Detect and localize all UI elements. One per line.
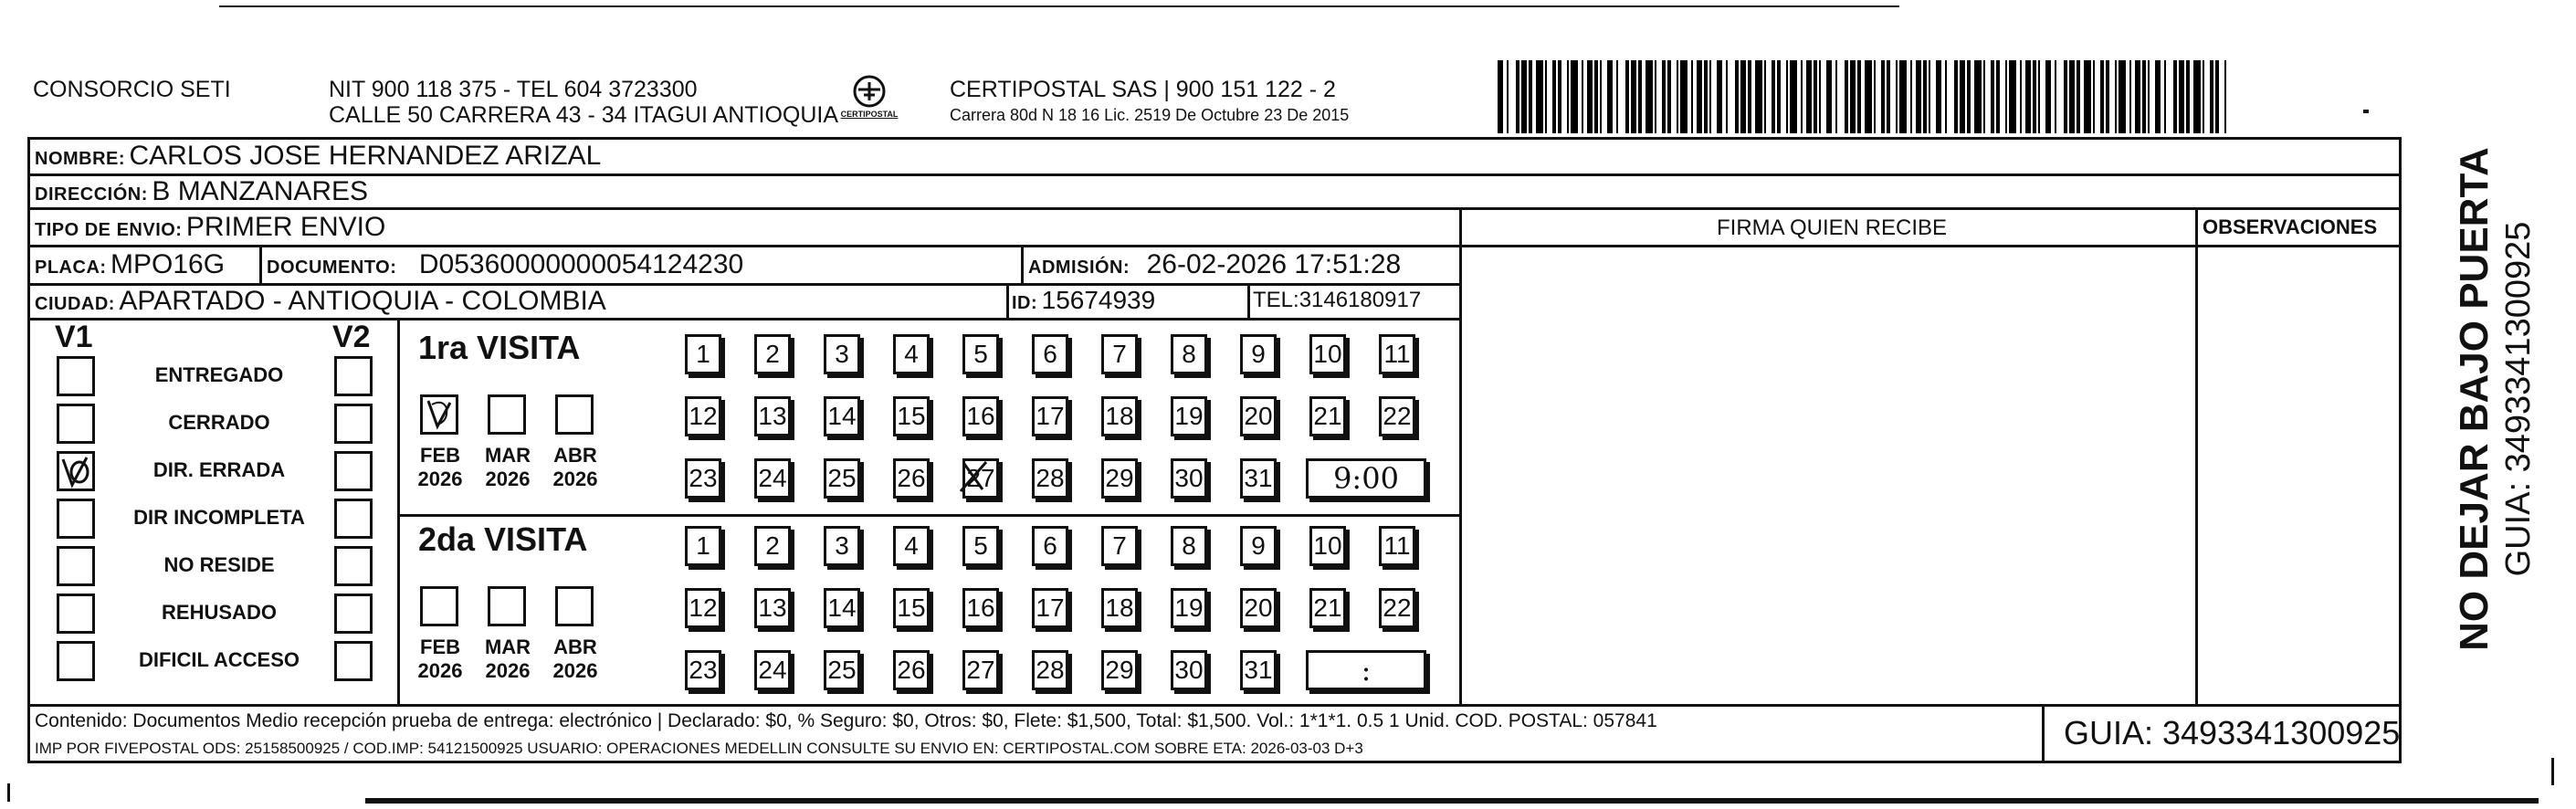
tipo-field: [35, 212, 385, 243]
day-box[interactable]: 19: [1171, 396, 1207, 436]
month-checkbox[interactable]: [555, 394, 594, 435]
v1-checkbox[interactable]: [57, 451, 95, 491]
month-checkbox[interactable]: [555, 586, 594, 626]
nit-line: NIT 900 118 375 - TEL 604 3723300: [329, 77, 698, 102]
month-label: [480, 444, 535, 491]
day-box[interactable]: 28: [1032, 458, 1068, 499]
day-box[interactable]: 27: [962, 458, 999, 499]
day-box[interactable]: 8: [1171, 526, 1207, 566]
nombre-value: CARLOS JOSE HERNANDEZ ARIZAL: [129, 141, 602, 171]
day-box[interactable]: 20: [1240, 396, 1277, 436]
scan-mark: [2546, 758, 2554, 785]
day-box[interactable]: 14: [824, 396, 860, 436]
day-box[interactable]: 7: [1101, 526, 1138, 566]
footer-guia: GUIA: 3493341300925: [2064, 714, 2401, 751]
documento-value: D05360000000054124230: [418, 249, 744, 279]
month-label: [548, 636, 603, 683]
col-line: [1247, 283, 1250, 318]
nombre-label: NOMBRE:: [35, 149, 126, 169]
ciudad-value: APARTADO - ANTIOQUIA - COLOMBIA: [119, 286, 606, 316]
day-box[interactable]: 16: [962, 588, 999, 628]
tel-field: [1253, 288, 1421, 313]
day-box[interactable]: 9: [1240, 334, 1277, 374]
v1-checkbox[interactable]: [57, 499, 95, 539]
placa-field: [35, 249, 225, 280]
row-line: [27, 173, 2402, 176]
v2-checkbox[interactable]: [334, 499, 373, 539]
day-box[interactable]: 24: [754, 650, 791, 690]
status-reason-label: DIR. ERRADA: [152, 458, 286, 481]
month-name: FEB: [420, 636, 460, 658]
day-box[interactable]: 13: [754, 396, 791, 436]
firma-header-line: [1459, 245, 2402, 247]
day-box[interactable]: 11: [1379, 526, 1415, 566]
day-box[interactable]: 12: [685, 396, 721, 436]
footer-contenido: Contenido: Documentos Medio recepción prueba de entrega: electrónico | Declarado: $0, % Seguro: $0, Otros: $0, Flete: $1,500, Total: $1,500. Vol.: 1*1*1. 0.5 1 Unid. COD. POSTAL: 057841: [35, 710, 1657, 731]
month-year: 2026: [485, 468, 531, 490]
id-label: ID:: [1012, 293, 1038, 313]
placa-label: PLACA:: [35, 257, 107, 278]
v2-checkbox[interactable]: [334, 594, 373, 634]
side-text: [2411, 137, 2538, 667]
day-box[interactable]: 24: [754, 458, 791, 499]
day-box[interactable]: 29: [1101, 650, 1138, 690]
month-year: 2026: [485, 659, 531, 682]
day-box[interactable]: 17: [1032, 396, 1068, 436]
month-year: 2026: [417, 468, 463, 490]
day-box[interactable]: 6: [1032, 334, 1068, 374]
day-box[interactable]: 5: [962, 526, 999, 566]
tipo-label: TIPO DE ENVIO:: [35, 220, 183, 240]
day-box[interactable]: 18: [1101, 396, 1138, 436]
time-box[interactable]: 9:00: [1306, 458, 1426, 499]
day-box[interactable]: 30: [1171, 650, 1207, 690]
day-box[interactable]: 10: [1309, 526, 1346, 566]
documento-field: [267, 249, 743, 280]
v1-checkbox[interactable]: [57, 641, 95, 681]
v1-checkbox[interactable]: [57, 594, 95, 634]
day-box[interactable]: 4: [893, 334, 930, 374]
month-name: MAR: [484, 636, 531, 658]
day-box[interactable]: 21: [1309, 588, 1346, 628]
col-line: [1021, 245, 1024, 283]
day-box[interactable]: 3: [824, 526, 860, 566]
col-line: [397, 318, 400, 704]
day-box[interactable]: 9: [1240, 526, 1277, 566]
day-box[interactable]: 19: [1171, 588, 1207, 628]
day-box[interactable]: 29: [1101, 458, 1138, 499]
placa-value: MPO16G: [110, 249, 226, 279]
day-box[interactable]: 23: [685, 458, 721, 499]
tel-value: 3146180917: [1299, 288, 1422, 312]
day-box[interactable]: 22: [1379, 396, 1415, 436]
license-line: Carrera 80d N 18 16 Lic. 2519 De Octubre 23 De 2015: [950, 106, 1350, 124]
v1-label: V1: [55, 320, 93, 354]
address-line: CALLE 50 CARRERA 43 - 34 ITAGUI ANTIOQUIA: [329, 102, 839, 128]
ciudad-label: CIUDAD:: [35, 294, 115, 314]
status-reason-label: DIFICIL ACCESO: [138, 648, 300, 671]
day-box[interactable]: 25: [824, 650, 860, 690]
day-box[interactable]: 17: [1032, 588, 1068, 628]
day-box[interactable]: 23: [685, 650, 721, 690]
month-checkbox[interactable]: [488, 586, 526, 626]
v2-checkbox[interactable]: [334, 356, 373, 396]
month-checkbox[interactable]: [420, 394, 458, 435]
col-line: [1006, 283, 1009, 318]
day-box[interactable]: 1: [685, 334, 721, 374]
month-label: [548, 444, 603, 491]
logo-text: CERTIPOSTAL: [840, 110, 899, 119]
day-box[interactable]: 31: [1240, 650, 1277, 690]
nombre-field: [35, 141, 601, 172]
day-box[interactable]: 26: [893, 650, 930, 690]
month-name: MAR: [484, 444, 531, 467]
month-year: 2026: [552, 659, 598, 682]
top-rule: [219, 5, 1899, 7]
v1-checkbox[interactable]: [57, 356, 95, 396]
day-box[interactable]: 18: [1101, 588, 1138, 628]
day-box[interactable]: 16: [962, 396, 999, 436]
month-label: [413, 636, 468, 683]
month-label: [480, 636, 535, 683]
col-line: [259, 245, 262, 283]
observaciones-header: OBSERVACIONES: [2203, 215, 2378, 238]
row-line: [27, 245, 1461, 247]
footer-imp: IMP POR FIVEPOSTAL ODS: 25158500925 / COD.IMP: 54121500925 USUARIO: OPERACIONES MEDELLIN CONSULTE SU ENVIO EN: CERTIPOSTAL.COM SOBRE ETA: 2026-03-03 D+3: [35, 740, 1363, 757]
month-name: FEB: [420, 444, 460, 467]
bottom-rule: [365, 798, 2539, 804]
tipo-value: PRIMER ENVIO: [185, 212, 386, 242]
day-box[interactable]: 22: [1379, 588, 1415, 628]
month-checkbox[interactable]: [488, 394, 526, 435]
month-name: ABR: [553, 444, 597, 467]
month-name: ABR: [553, 636, 597, 658]
day-box[interactable]: 20: [1240, 588, 1277, 628]
day-box[interactable]: 27: [962, 650, 999, 690]
v2-checkbox[interactable]: [334, 641, 373, 681]
day-box[interactable]: 11: [1379, 334, 1415, 374]
day-box[interactable]: 30: [1171, 458, 1207, 499]
row-line: [27, 207, 2402, 210]
footer-line: [27, 704, 2402, 707]
status-reason-label: ENTREGADO: [154, 363, 284, 386]
admision-label: ADMISIÓN:: [1028, 257, 1130, 278]
direccion-label: DIRECCIÓN:: [35, 184, 148, 205]
day-box[interactable]: 13: [754, 588, 791, 628]
visit-1-title: 1ra VISITA: [418, 329, 581, 366]
documento-label: DOCUMENTO:: [267, 257, 397, 278]
v2-label: V2: [332, 320, 371, 354]
month-year: 2026: [417, 659, 463, 682]
time-box[interactable]: :: [1306, 650, 1426, 690]
day-box[interactable]: 31: [1240, 458, 1277, 499]
col-line: [2195, 207, 2198, 704]
carrier-line: CERTIPOSTAL SAS | 900 151 122 - 2: [950, 77, 1336, 102]
id-value: 15674939: [1041, 286, 1156, 314]
day-box[interactable]: 25: [824, 458, 860, 499]
tick-mark: [2363, 110, 2369, 113]
side-guia: GUIA: 3493341300925: [2499, 221, 2538, 577]
day-box[interactable]: 4: [893, 526, 930, 566]
day-box[interactable]: 3: [824, 334, 860, 374]
month-year: 2026: [552, 468, 598, 490]
v1-checkbox[interactable]: [57, 546, 95, 586]
id-field: [1012, 286, 1155, 315]
day-box[interactable]: 21: [1309, 396, 1346, 436]
day-box[interactable]: 2: [754, 334, 791, 374]
status-reason-label: DIR INCOMPLETA: [133, 506, 305, 529]
col-line: [2042, 704, 2045, 763]
month-label: [413, 444, 468, 491]
month-checkbox[interactable]: [420, 586, 458, 626]
direccion-field: [35, 176, 368, 207]
status-reason-label: NO RESIDE: [163, 553, 275, 576]
day-box[interactable]: 7: [1101, 334, 1138, 374]
day-box[interactable]: 1: [685, 526, 721, 566]
day-box[interactable]: 2: [754, 526, 791, 566]
visit-2-title: 2da VISITA: [418, 520, 588, 558]
day-box[interactable]: 5: [962, 334, 999, 374]
scan-mark: [7, 783, 17, 802]
direccion-value: B MANZANARES: [152, 176, 369, 206]
status-reason-label: CERRADO: [168, 411, 270, 434]
v2-checkbox[interactable]: [334, 404, 373, 444]
admision-value: 26-02-2026 17:51:28: [1146, 249, 1402, 279]
day-box[interactable]: 14: [824, 588, 860, 628]
row-line: [27, 318, 1461, 320]
tel-label: TEL:: [1253, 288, 1299, 312]
status-reason-label: REHUSADO: [162, 601, 277, 624]
ciudad-field: [35, 286, 606, 317]
day-box[interactable]: 10: [1309, 334, 1346, 374]
day-box[interactable]: 8: [1171, 334, 1207, 374]
day-box[interactable]: 26: [893, 458, 930, 499]
v1-checkbox[interactable]: [57, 404, 95, 444]
v2-checkbox[interactable]: [334, 451, 373, 491]
day-box[interactable]: 15: [893, 396, 930, 436]
day-box[interactable]: 6: [1032, 526, 1068, 566]
barcode: [1498, 60, 2228, 133]
admision-field: [1028, 249, 1401, 280]
firma-header: FIRMA QUIEN RECIBE: [1717, 215, 1948, 240]
v2-checkbox[interactable]: [334, 546, 373, 586]
company-name: CONSORCIO SETI: [33, 77, 231, 102]
day-box[interactable]: 12: [685, 588, 721, 628]
day-box[interactable]: 28: [1032, 650, 1068, 690]
col-line: [1459, 207, 1462, 704]
certipostal-logo: [833, 73, 906, 124]
section-line: [397, 514, 1461, 517]
side-warning: NO DEJAR BAJO PUERTA: [2452, 147, 2497, 651]
day-box[interactable]: 15: [893, 588, 930, 628]
